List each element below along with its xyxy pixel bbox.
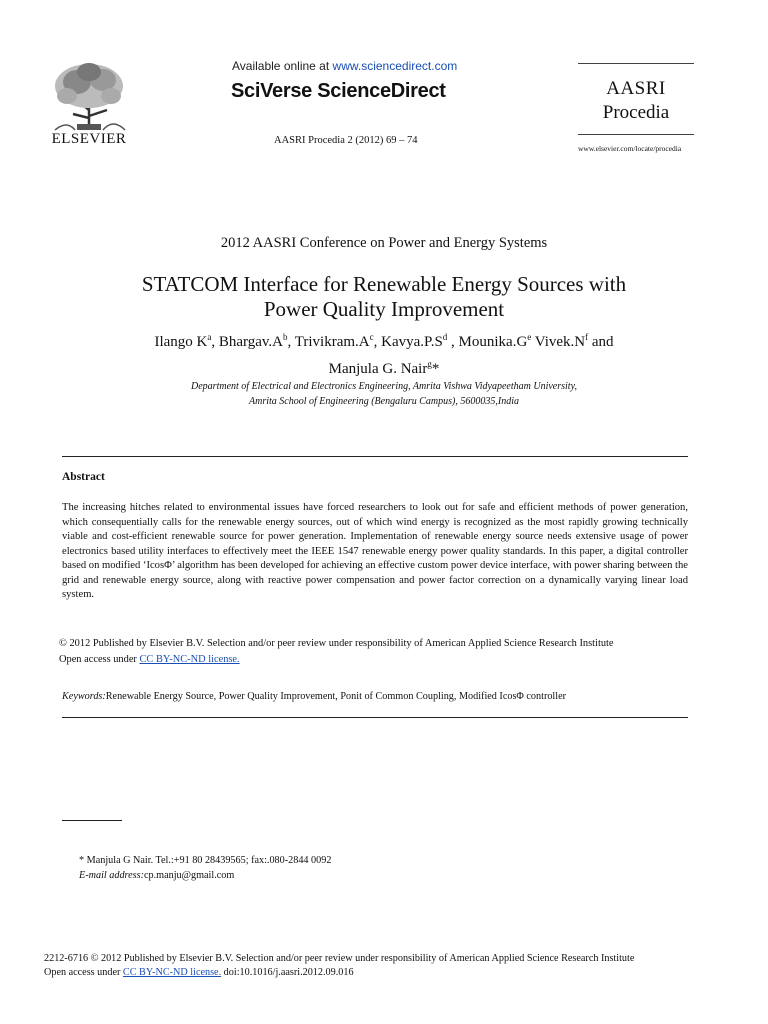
affiliation-line-1: Department of Electrical and Electronics Engineering, Amrita Vishwa Vidyapeetham University, xyxy=(191,381,577,392)
email-address[interactable]: cp.manju@gmail.com xyxy=(144,870,235,881)
affiliation xyxy=(60,379,708,409)
author-sup: a xyxy=(207,332,212,342)
footer-copyright: 2212-6716 © 2012 Published by Elsevier B.V. Selection and/or peer review under responsibility of American Applied Science Research Institute xyxy=(44,953,635,964)
title-line-1: STATCOM Interface for Renewable Energy Sources with xyxy=(141,272,627,296)
author-sup: d xyxy=(442,332,448,342)
author-name: Vivek.N xyxy=(534,334,586,350)
author-sep: , xyxy=(211,334,219,350)
author-name: Bhargav.A xyxy=(218,334,284,350)
paper-title xyxy=(60,272,708,322)
author-sep: , xyxy=(287,334,295,350)
open-access-line xyxy=(59,654,240,665)
journal-name-aasri: AASRI xyxy=(606,78,666,99)
journal-name-procedia: Procedia xyxy=(602,102,670,123)
header-rule-top xyxy=(578,63,694,64)
abstract-rule-top xyxy=(62,456,688,457)
available-online-line xyxy=(232,59,457,73)
abstract-body: The increasing hitches related to environmental issues have forced researchers to look out for safe and efficient methods of power generation, which consequentially calls for the renewable energy sources, out of which wind energy is recognized as the most rapidly growing technically viable and cost-efficient renewable source for power generation. Implementation of renewable energy source needs extensive usage of power electronics based utility interfaces to effectively meet the IEEE 1547 renewable energy power quality standards. In this paper, a digital controller based on modified ‘IcosΦ’ algorithm has been developed for achieving an effective custom power device interface, with power sharing between the grid and renewable energy source, along with reactive power compensation and power factor correction on a dynamically varying linear load system. xyxy=(62,502,688,600)
author-sup: c xyxy=(369,332,374,342)
author-sup: f xyxy=(585,332,589,342)
keywords-list: Renewable Energy Source, Power Quality Improvement, Ponit of Common Coupling, Modified IcosΦ controller xyxy=(105,691,567,702)
corresponding-author-note: * Manjula G Nair. Tel.:+91 80 28439565; fax:.080-2844 0092 xyxy=(79,855,332,866)
affiliation-line-2: Amrita School of Engineering (Bengaluru Campus), 5600035,India xyxy=(249,396,519,407)
author-name: Ilango K xyxy=(154,334,208,350)
footer-license-link[interactable]: CC BY-NC-ND license. xyxy=(122,967,222,978)
title-line-2: Power Quality Improvement xyxy=(263,297,505,321)
footnote-rule xyxy=(62,820,122,821)
abstract-heading: Abstract xyxy=(62,471,105,483)
author-sup: e xyxy=(527,332,532,342)
author-sup: g xyxy=(427,359,432,369)
header-rule-bottom xyxy=(578,134,694,135)
journal-citation: AASRI Procedia 2 (2012) 69 – 74 xyxy=(274,135,418,146)
platform-wordmark: SciVerse ScienceDirect xyxy=(231,80,446,102)
author-name: Kavya.P.S xyxy=(381,334,443,350)
corresponding-author-name: Manjula G. Nair xyxy=(328,361,428,377)
author-line-2 xyxy=(60,353,708,380)
corresponding-mark: * xyxy=(431,361,440,377)
footer-open-access-prefix: Open access under xyxy=(44,967,123,978)
copyright-notice: © 2012 Published by Elsevier B.V. Selection and/or peer review under responsibility of American Applied Science Research Institute xyxy=(59,638,614,649)
journal-url-link[interactable]: www.elsevier.com/locate/procedia xyxy=(578,144,682,153)
author-line-1 xyxy=(60,326,708,353)
doi: doi:10.1016/j.aasri.2012.09.016 xyxy=(221,967,354,978)
keywords-label: Keywords: xyxy=(62,691,106,702)
abstract-rule-bottom xyxy=(62,717,688,718)
sciencedirect-link[interactable]: www.sciencedirect.com xyxy=(332,59,458,73)
footer-open-access xyxy=(44,967,354,978)
publisher-wordmark: ELSEVIER xyxy=(51,131,127,147)
author-sup: b xyxy=(283,332,288,342)
email-label: E-mail address: xyxy=(79,870,144,881)
available-prefix: Available online at xyxy=(232,59,333,73)
author-name: Trivikram.A xyxy=(294,334,370,350)
license-link[interactable]: CC BY-NC-ND license. xyxy=(139,654,240,665)
author-sep: , xyxy=(373,334,382,350)
keywords-line xyxy=(62,691,566,702)
author-name: Mounika.G xyxy=(458,334,528,350)
author-sep: and xyxy=(588,334,614,350)
email-line xyxy=(79,870,234,881)
conference-name: 2012 AASRI Conference on Power and Energy Systems xyxy=(220,235,548,251)
open-access-prefix: Open access under xyxy=(59,654,140,665)
author-sep: , xyxy=(447,334,459,350)
author-list xyxy=(60,326,708,380)
